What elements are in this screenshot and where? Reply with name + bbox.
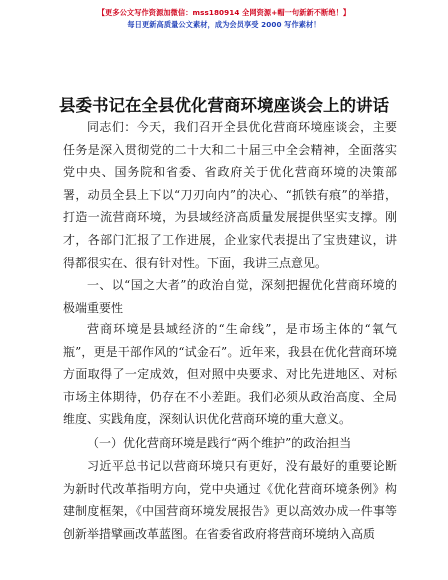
paragraph-body: 习近平总书记以营商环境只有更好，没有最好的重要论断为新时代改革指明方向，党中央通过《优化营商环境条例》构建制度框架，《中国营商环境发展报告》更以高效办成一件事等创新举措擘画改革蓝图。在省委省政府将营商环境纳入高质 xyxy=(63,459,397,541)
subsection-heading-1: （一）优化营商环境是践行“两个维护”的政治担当 xyxy=(87,436,352,450)
paragraph-opening: 同志们：今天，我们召开全县优化营商环境座谈会，主要任务是深入贯彻党的二十大和二十届三中全会精神，全面落实党中央、国务院和省委、省政府关于优化营商环境的决策部署，动员全县上下以“刀刃向内”的决心、“抓铁有痕”的举措，打造一流营商环境，为县域经济高质量发展提供坚实支撑。刚才，各部门汇报了工作进展，企业家代表提出了宝贵建议，讲得都很实在、很有针对性。下面，我讲三点意见。 xyxy=(63,120,397,270)
promo-banner-line-1: 【更多公文写作资源加微信：mss180914 全网资源+帽一句新新不断绝！】 xyxy=(97,8,351,17)
document-title: 县委书记在全县优化营商环境座谈会上的讲话 xyxy=(59,96,389,115)
paragraph-body: 营商环境是县域经济的“生命线”，是市场主体的“氧气瓶”，更是干部作风的“试金石”。近年来，我县在优化营商环境方面取得了一定成效，但对照中央要求、对比先进地区、对标市场主体期待，仍存在不小差距。我们必须从政治高度、全局维度、实践角度，深刻认识优化营商环境的重大意义。 xyxy=(63,322,397,427)
promo-banner-line-2: 每日更新高质量公文素材，成为会员享受 2000 写作素材！ xyxy=(127,20,321,29)
section-heading-1: 一、以“国之大者”的政治自觉，深刻把握优化营商环境的极端重要性 xyxy=(63,278,397,315)
